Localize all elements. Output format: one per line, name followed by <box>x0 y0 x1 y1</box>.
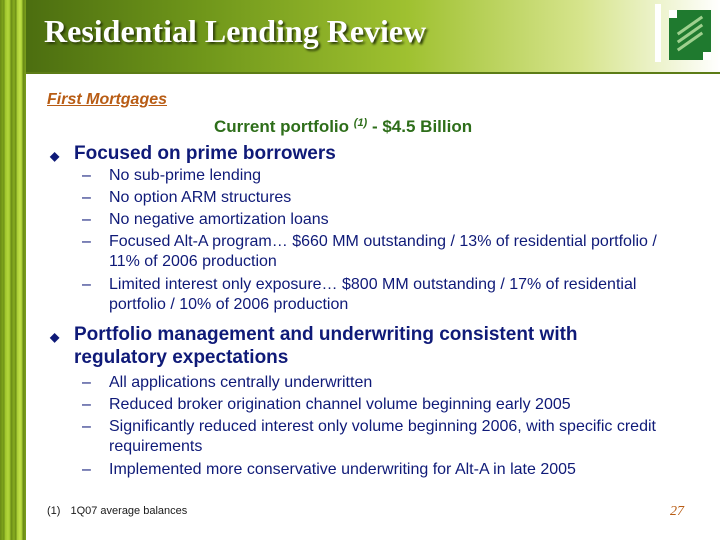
logo-divider-bar <box>655 4 661 62</box>
bullet-text: Portfolio management and underwriting consistent with regulatory expectations <box>74 324 578 368</box>
sub-bullet-text: No sub-prime lending <box>109 167 262 184</box>
section-title: First Mortgages <box>47 91 168 108</box>
dash-bullet-icon: – <box>82 461 91 478</box>
sub-bullet-text: Significantly reduced interest only volume beginning 2006, with specific credit requirements <box>109 418 656 455</box>
dash-bullet-icon: – <box>82 189 91 206</box>
dash-bullet-icon: – <box>82 211 91 228</box>
dash-bullet-icon: – <box>82 167 91 184</box>
header-divider <box>26 72 720 74</box>
portfolio-footnote-ref: (1) <box>353 117 368 129</box>
logo-corner-notch <box>703 52 711 60</box>
portfolio-value: - $4.5 Billion <box>371 117 473 136</box>
diamond-bullet-icon: ◆ <box>50 330 60 344</box>
decorative-left-stripes <box>0 0 26 540</box>
sub-bullet-text: All applications centrally underwritten <box>109 374 373 391</box>
sub-bullet-text: Limited interest only exposure… $800 MM outstanding / 17% of residential portfolio / 10% of 2006 production <box>109 276 637 313</box>
sub-bullet-text: No negative amortization loans <box>109 211 329 228</box>
dash-bullet-icon: – <box>82 233 91 250</box>
sub-bullet-text: Reduced broker origination channel volume beginning early 2005 <box>109 396 571 413</box>
dash-bullet-icon: – <box>82 276 91 293</box>
footnote <box>47 505 187 517</box>
portfolio-summary <box>214 117 472 137</box>
sub-bullet-text: No option ARM structures <box>109 189 292 206</box>
bullet-text: Focused on prime borrowers <box>74 143 336 164</box>
footnote-marker: (1) <box>47 505 61 517</box>
dash-bullet-icon: – <box>82 418 91 435</box>
diamond-bullet-icon: ◆ <box>50 149 60 163</box>
sub-bullet-text: Focused Alt-A program… $660 MM outstanding / 13% of residential portfolio / 11% of 2006 production <box>109 233 657 270</box>
dash-bullet-icon: – <box>82 374 91 391</box>
footnote-text: 1Q07 average balances <box>70 505 188 517</box>
sub-bullet-text: Implemented more conservative underwriting for Alt-A in late 2005 <box>109 461 576 478</box>
page-number: 27 <box>670 504 684 519</box>
portfolio-label: Current portfolio <box>214 117 350 136</box>
bank-logo-icon <box>669 10 711 60</box>
logo-corner-notch <box>669 10 677 18</box>
dash-bullet-icon: – <box>82 396 91 413</box>
slide-title: Residential Lending Review <box>44 13 427 49</box>
